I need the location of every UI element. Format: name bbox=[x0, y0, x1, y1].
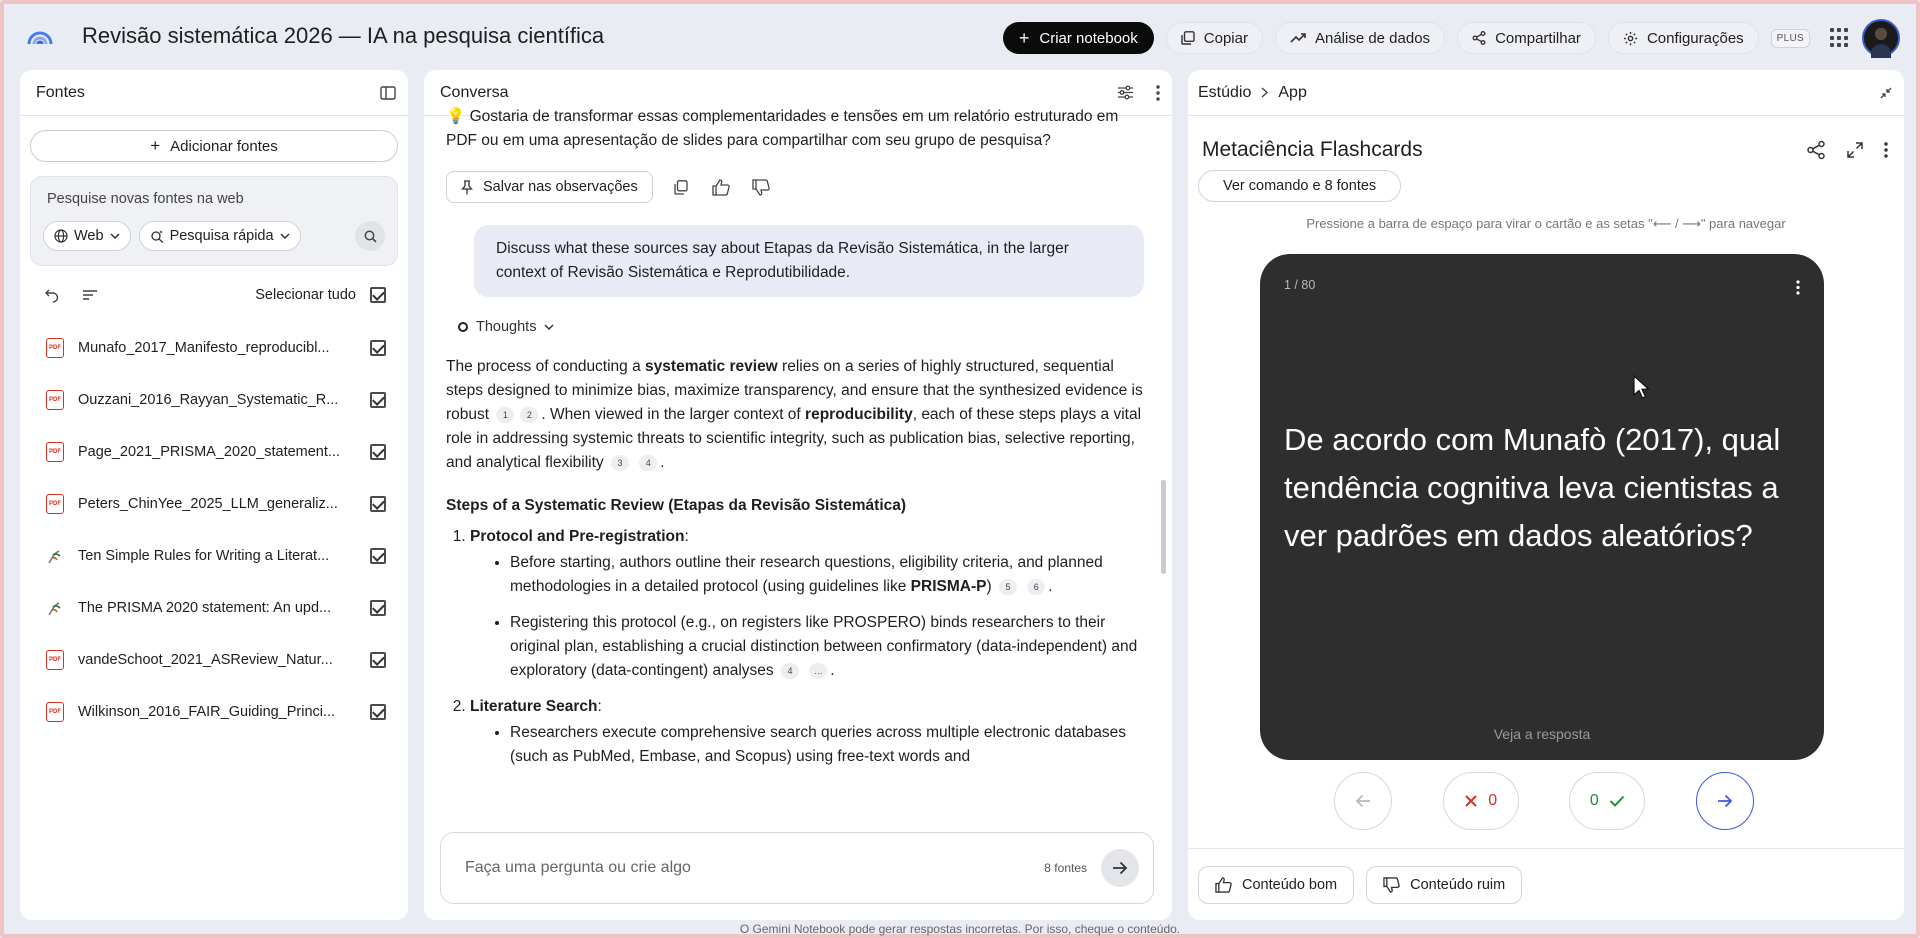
citation-chip[interactable]: 5 bbox=[999, 579, 1017, 595]
source-checkbox[interactable] bbox=[370, 392, 386, 408]
user-message: Discuss what these sources say about Etapas da Revisão Sistemática, in the larger context of Revisão Sistemática e Reprodutibilidade. bbox=[474, 225, 1144, 297]
thumbs-up-button[interactable] bbox=[709, 175, 733, 199]
feedback-row bbox=[1188, 848, 1904, 920]
pdf-file-icon: PDF bbox=[46, 338, 64, 358]
share-icon[interactable] bbox=[1806, 140, 1826, 160]
thoughts-label: Thoughts bbox=[476, 319, 537, 335]
select-all-label: Selecionar tudo bbox=[255, 287, 356, 303]
good-content-label: Conteúdo bom bbox=[1242, 876, 1338, 893]
chevron-down-icon bbox=[110, 233, 120, 239]
source-name: vandeSchoot_2021_ASReview_Natur... bbox=[78, 652, 333, 668]
avatar[interactable] bbox=[1862, 19, 1900, 57]
flashcard[interactable] bbox=[1260, 254, 1824, 760]
keyboard-hint: Pressione a barra de espaço para virar o cartão e as setas "⟵ / ⟶" para navegar bbox=[1306, 216, 1786, 231]
pdf-file-icon: PDF bbox=[46, 442, 64, 462]
chat-scrollbar[interactable] bbox=[1161, 480, 1166, 574]
card-question: De acordo com Munafò (2017), qual tendência cognitiva leva cientistas a ver padrões em dados aleatórios? bbox=[1284, 422, 1781, 553]
source-checkbox[interactable] bbox=[370, 600, 386, 616]
sources-title: Fontes bbox=[36, 83, 85, 101]
add-sources-label: Adicionar fontes bbox=[170, 137, 278, 155]
pin-icon bbox=[461, 180, 473, 195]
studio-title-row bbox=[1188, 138, 1904, 162]
previous-card-button[interactable] bbox=[1334, 772, 1392, 830]
sparkle-search-icon bbox=[150, 229, 164, 243]
studio-panel bbox=[1188, 70, 1904, 920]
globe-icon bbox=[54, 229, 68, 243]
data-analysis-button[interactable] bbox=[1275, 22, 1445, 54]
previous-response-text: 💡 Gostaria de transformar essas complementaridades e tensões em um relatório estruturado em PDF ou em uma apresentação de slides para compartilhar com seu grupo de pesquisa? bbox=[446, 108, 1119, 149]
save-to-notes-label: Salvar nas observações bbox=[483, 179, 638, 195]
collapse-icon[interactable] bbox=[1880, 87, 1892, 99]
citation-chip[interactable]: 4 bbox=[639, 455, 657, 471]
source-checkbox[interactable] bbox=[370, 652, 386, 668]
bad-content-button[interactable] bbox=[1366, 866, 1522, 904]
share-icon bbox=[1472, 31, 1486, 45]
thumbs-up-icon bbox=[712, 179, 730, 196]
source-item[interactable] bbox=[20, 686, 408, 738]
citation-chip[interactable]: 6 bbox=[1027, 579, 1045, 595]
source-item[interactable] bbox=[20, 478, 408, 530]
copy-button[interactable] bbox=[1166, 22, 1263, 54]
copy-icon bbox=[1181, 31, 1195, 45]
breadcrumb-app: App bbox=[1278, 83, 1307, 101]
source-item[interactable] bbox=[20, 426, 408, 478]
close-icon bbox=[1464, 794, 1478, 808]
share-label: Compartilhar bbox=[1495, 29, 1581, 47]
pdf-file-icon: PDF bbox=[46, 650, 64, 670]
add-sources-button[interactable] bbox=[30, 130, 398, 162]
select-all-checkbox[interactable] bbox=[370, 287, 386, 303]
arrow-right-icon bbox=[1112, 861, 1128, 875]
thoughts-dot-icon bbox=[458, 322, 468, 332]
source-checkbox[interactable] bbox=[370, 340, 386, 356]
search-mode-dropdown[interactable] bbox=[139, 221, 301, 251]
citation-chip[interactable]: 4 bbox=[781, 663, 799, 679]
flashcards-title: Metaciência Flashcards bbox=[1202, 138, 1423, 161]
web-search-box bbox=[30, 176, 398, 266]
web-page-icon bbox=[46, 547, 64, 565]
thumbs-down-icon bbox=[752, 179, 770, 196]
chat-panel bbox=[424, 70, 1172, 920]
trending-up-icon bbox=[1290, 32, 1306, 44]
thumbs-down-icon bbox=[1383, 877, 1400, 893]
chat-composer[interactable] bbox=[440, 832, 1154, 904]
search-submit-button[interactable] bbox=[355, 221, 385, 251]
step-item: 2. Literature Search: • Researchers execute comprehensive search queries across multiple electronic databases (such as PubMed, Embase, and Scopus) using free-text words and bbox=[470, 695, 1148, 769]
see-answer-link[interactable]: Veja a resposta bbox=[1493, 726, 1591, 742]
search-mode-label: Pesquisa rápida bbox=[169, 228, 274, 244]
pdf-file-icon: PDF bbox=[46, 702, 64, 722]
select-all-row bbox=[20, 282, 408, 308]
undo-icon[interactable] bbox=[44, 288, 60, 302]
search-icon bbox=[364, 230, 377, 243]
create-notebook-button[interactable] bbox=[1003, 22, 1154, 54]
source-item[interactable] bbox=[20, 634, 408, 686]
steps-list bbox=[446, 525, 1148, 769]
breadcrumb bbox=[1198, 84, 1307, 102]
apps-grid-icon[interactable] bbox=[1830, 28, 1850, 48]
bad-content-label: Conteúdo ruim bbox=[1410, 876, 1506, 893]
copy-response-button[interactable] bbox=[669, 175, 693, 199]
top-bar bbox=[4, 4, 1916, 66]
breadcrumb-studio[interactable]: Estúdio bbox=[1198, 83, 1252, 101]
source-item[interactable] bbox=[20, 582, 408, 634]
source-checkbox[interactable] bbox=[370, 704, 386, 720]
next-card-button[interactable] bbox=[1696, 772, 1754, 830]
source-count: 8 fontes bbox=[1044, 861, 1087, 875]
plan-badge: PLUS bbox=[1771, 29, 1810, 48]
source-item[interactable] bbox=[20, 322, 408, 374]
web-source-dropdown[interactable] bbox=[43, 221, 131, 251]
chat-title: Conversa bbox=[440, 83, 509, 101]
source-name: The PRISMA 2020 statement: An upd... bbox=[78, 600, 332, 616]
copy-icon bbox=[674, 180, 688, 195]
citation-chip[interactable]: 1 bbox=[496, 407, 514, 423]
source-name: Ten Simple Rules for Writing a Literat... bbox=[78, 548, 330, 564]
source-name: Page_2021_PRISMA_2020_statement... bbox=[78, 444, 340, 460]
copy-label: Copiar bbox=[1203, 29, 1248, 47]
arrow-right-icon bbox=[1717, 794, 1733, 808]
studio-header bbox=[1188, 70, 1904, 116]
step-bullet: • Before starting, authors outline their research questions, eligibility criteria, and planned methodologies in a detailed protocol (using guidelines like PRISMA-P) 5 6 . bbox=[510, 551, 1148, 599]
source-item[interactable] bbox=[20, 530, 408, 582]
citation-chip[interactable]: … bbox=[809, 663, 827, 679]
settings-label: Configurações bbox=[1646, 29, 1744, 47]
card-more-icon[interactable] bbox=[1796, 280, 1800, 295]
pdf-file-icon: PDF bbox=[46, 390, 64, 410]
plus-icon: + bbox=[1018, 28, 1030, 48]
source-checkbox[interactable] bbox=[370, 496, 386, 512]
source-name: Wilkinson_2016_FAIR_Guiding_Princi... bbox=[78, 704, 336, 720]
chevron-right-icon bbox=[1261, 87, 1268, 98]
section-heading: Steps of a Systematic Review (Etapas da Revisão Sistemática) bbox=[446, 497, 907, 514]
tune-icon[interactable] bbox=[1117, 85, 1134, 100]
citation-chip[interactable]: 3 bbox=[611, 455, 629, 471]
source-item[interactable] bbox=[20, 374, 408, 426]
thoughts-toggle[interactable] bbox=[458, 319, 1148, 335]
chevron-down-icon bbox=[280, 233, 290, 239]
sources-list bbox=[20, 322, 408, 738]
lightbulb-icon: 💡 bbox=[446, 108, 470, 125]
thumbs-up-icon bbox=[1215, 877, 1232, 893]
search-input[interactable]: Pesquise novas fontes na web bbox=[47, 191, 244, 207]
save-to-notes-button[interactable] bbox=[446, 171, 653, 203]
fullscreen-icon[interactable] bbox=[1846, 141, 1864, 159]
source-name: Ouzzani_2016_Rayyan_Systematic_R... bbox=[78, 392, 339, 408]
source-checkbox[interactable] bbox=[370, 548, 386, 564]
chat-input[interactable]: Faça uma pergunta ou crie algo bbox=[465, 859, 691, 876]
sort-icon[interactable] bbox=[82, 289, 98, 301]
plus-icon: + bbox=[150, 136, 161, 155]
collapse-panel-icon[interactable] bbox=[380, 85, 396, 101]
more-vert-icon[interactable] bbox=[1156, 85, 1160, 101]
response-paragraph: The process of conducting a systematic review relies on a series of highly structured, sequential steps designed to minimize bias, maximize transparency, and ensure that the synthesized evidence is robust 1 2 . When viewed in the larger context of reproducibility, each of these steps plays a vital role in addressing systemic threats to scientific integrity, such as publication bias, selective reporting, and analytical flexibility 3 4 . bbox=[446, 358, 1143, 471]
step-bullet: • Researchers execute comprehensive search queries across multiple electronic databases (such as PubMed, Embase, and Scopus) using free-text words and bbox=[510, 721, 1148, 769]
chevron-down-icon bbox=[544, 324, 554, 330]
notebook-logo-icon[interactable] bbox=[26, 22, 54, 48]
mouse-cursor-icon bbox=[1632, 374, 1652, 400]
disclaimer: O Gemini Notebook pode gerar respostas incorretas. Por isso, cheque o conteúdo. bbox=[739, 922, 1181, 936]
card-counter: 1 / 80 bbox=[1284, 278, 1316, 292]
data-analysis-label: Análise de dados bbox=[1314, 29, 1431, 47]
pdf-file-icon: PDF bbox=[46, 494, 64, 514]
web-chip-label: Web bbox=[74, 228, 104, 244]
check-icon bbox=[1609, 795, 1625, 807]
arrow-left-icon bbox=[1355, 794, 1371, 808]
source-name: Peters_ChinYee_2025_LLM_generaliz... bbox=[78, 496, 338, 512]
mark-right-button[interactable] bbox=[1569, 772, 1645, 830]
mark-wrong-button[interactable] bbox=[1443, 772, 1519, 830]
step-bullet: • Registering this protocol (e.g., on registers like PROSPERO) binds researchers to their original plan, establishing a crucial distinction between confirmatory (data-independent) and exploratory (data-contingent) analyses 4 … . bbox=[510, 611, 1148, 683]
send-button[interactable] bbox=[1101, 849, 1139, 887]
source-checkbox[interactable] bbox=[370, 444, 386, 460]
response-actions bbox=[446, 171, 1148, 203]
sources-panel bbox=[20, 70, 408, 920]
step-item: 1. Protocol and Pre-registration: • Before starting, authors outline their research questions, eligibility criteria, and planned methodologies in a detailed protocol (using guidelines like PRISMA-P) 5 6 . • Registering this protocol (e.g., on registers like PROSPERO) binds researchers to their original plan, establishing a crucial distinction between confirmatory (data-independent) and exploratory (data-contingent) analyses 4 … . bbox=[470, 525, 1148, 683]
share-button[interactable] bbox=[1457, 22, 1596, 54]
source-name: Munafo_2017_Manifesto_reproducibl... bbox=[78, 340, 330, 356]
thumbs-down-button[interactable] bbox=[749, 175, 773, 199]
settings-button[interactable] bbox=[1608, 22, 1759, 54]
notebook-title[interactable]: Revisão sistemática 2026 — IA na pesquisa científica bbox=[82, 23, 605, 48]
gear-icon bbox=[1623, 31, 1638, 46]
create-notebook-label: Criar notebook bbox=[1039, 29, 1138, 47]
more-vert-icon[interactable] bbox=[1884, 142, 1888, 158]
right-count: 0 bbox=[1589, 792, 1599, 809]
card-navigation bbox=[1334, 772, 1754, 830]
view-prompt-button[interactable]: Ver comando e 8 fontes bbox=[1198, 170, 1401, 202]
citation-chip[interactable]: 2 bbox=[520, 407, 538, 423]
good-content-button[interactable] bbox=[1198, 866, 1354, 904]
sources-header bbox=[20, 70, 408, 116]
wrong-count: 0 bbox=[1488, 792, 1498, 809]
web-page-icon bbox=[46, 599, 64, 617]
chat-messages[interactable] bbox=[424, 108, 1172, 887]
